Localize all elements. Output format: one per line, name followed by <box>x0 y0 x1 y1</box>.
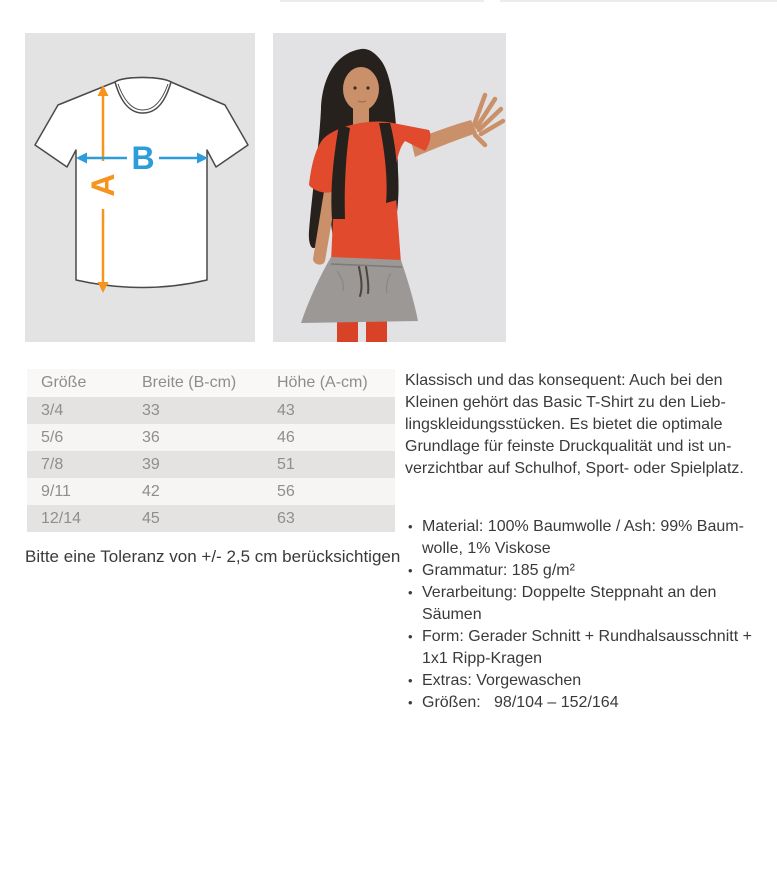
table-row: 7/8 39 51 <box>27 451 395 478</box>
girl-in-tshirt-illustration <box>273 33 506 342</box>
bullet-icon: • <box>408 585 413 600</box>
tshirt-measurement-illustration <box>25 33 255 342</box>
spec-item-material: • Material: 100% Baumwolle / Ash: 99% Baumwolle, 1% Viskose <box>405 516 753 560</box>
col-header-breite: Breite (B-cm) <box>128 369 263 397</box>
bullet-icon: • <box>408 673 413 688</box>
product-media-row <box>25 33 506 342</box>
spec-item-verarbeitung: • Verarbeitung: Doppelte Steppnaht an den Säumen <box>405 582 753 626</box>
eye-right <box>366 86 369 89</box>
top-edge-divider-right <box>500 0 777 2</box>
spec-item-extras: • Extras: Vorgewaschen <box>405 670 753 692</box>
label-a: A <box>85 173 121 197</box>
bullet-icon: • <box>408 563 413 578</box>
col-header-hoehe: Höhe (A-cm) <box>263 369 395 397</box>
description-column <box>405 369 757 714</box>
table-row: 5/6 36 46 <box>27 424 395 451</box>
bullet-icon: • <box>408 519 413 534</box>
product-description-text: Klassisch und das konsequent: Auch bei den Kleinen gehört das Basic T-Shirt zu den Lieblingskleidungsstücken. Es bietet die optimale Grundlage für feinste Druckqualität und ist unverzichtbar auf Schulhof, Sport- oder Spielplatz. <box>405 372 744 477</box>
size-table <box>27 369 395 532</box>
bullet-icon: • <box>408 695 413 710</box>
top-edge-divider-left <box>280 0 484 2</box>
bullet-icon: • <box>408 629 413 644</box>
size-diagram <box>25 33 255 342</box>
face <box>343 67 379 111</box>
model-photo <box>273 33 506 342</box>
spec-item-grammatur: • Grammatur: 185 g/m² <box>405 560 753 582</box>
table-row: 12/14 45 63 <box>27 505 395 532</box>
col-header-groesse: Größe <box>27 369 128 397</box>
table-row: 3/4 33 43 <box>27 397 395 424</box>
spec-item-form: • Form: Gerader Schnitt + Rundhalsausschnitt + 1x1 Ripp-Kragen <box>405 626 753 670</box>
eye-left <box>353 86 356 89</box>
size-chart-column <box>25 369 401 714</box>
table-row: 9/11 42 56 <box>27 478 395 505</box>
spec-list <box>405 516 757 714</box>
spec-item-groessen: • Größen: 98/104 – 152/164 <box>405 692 753 714</box>
label-b: B <box>131 140 155 176</box>
product-details <box>25 369 755 714</box>
tolerance-note: Bitte eine Toleranz von +/- 2,5 cm berücksichtigen <box>25 547 401 566</box>
size-table-header-row <box>27 369 395 397</box>
